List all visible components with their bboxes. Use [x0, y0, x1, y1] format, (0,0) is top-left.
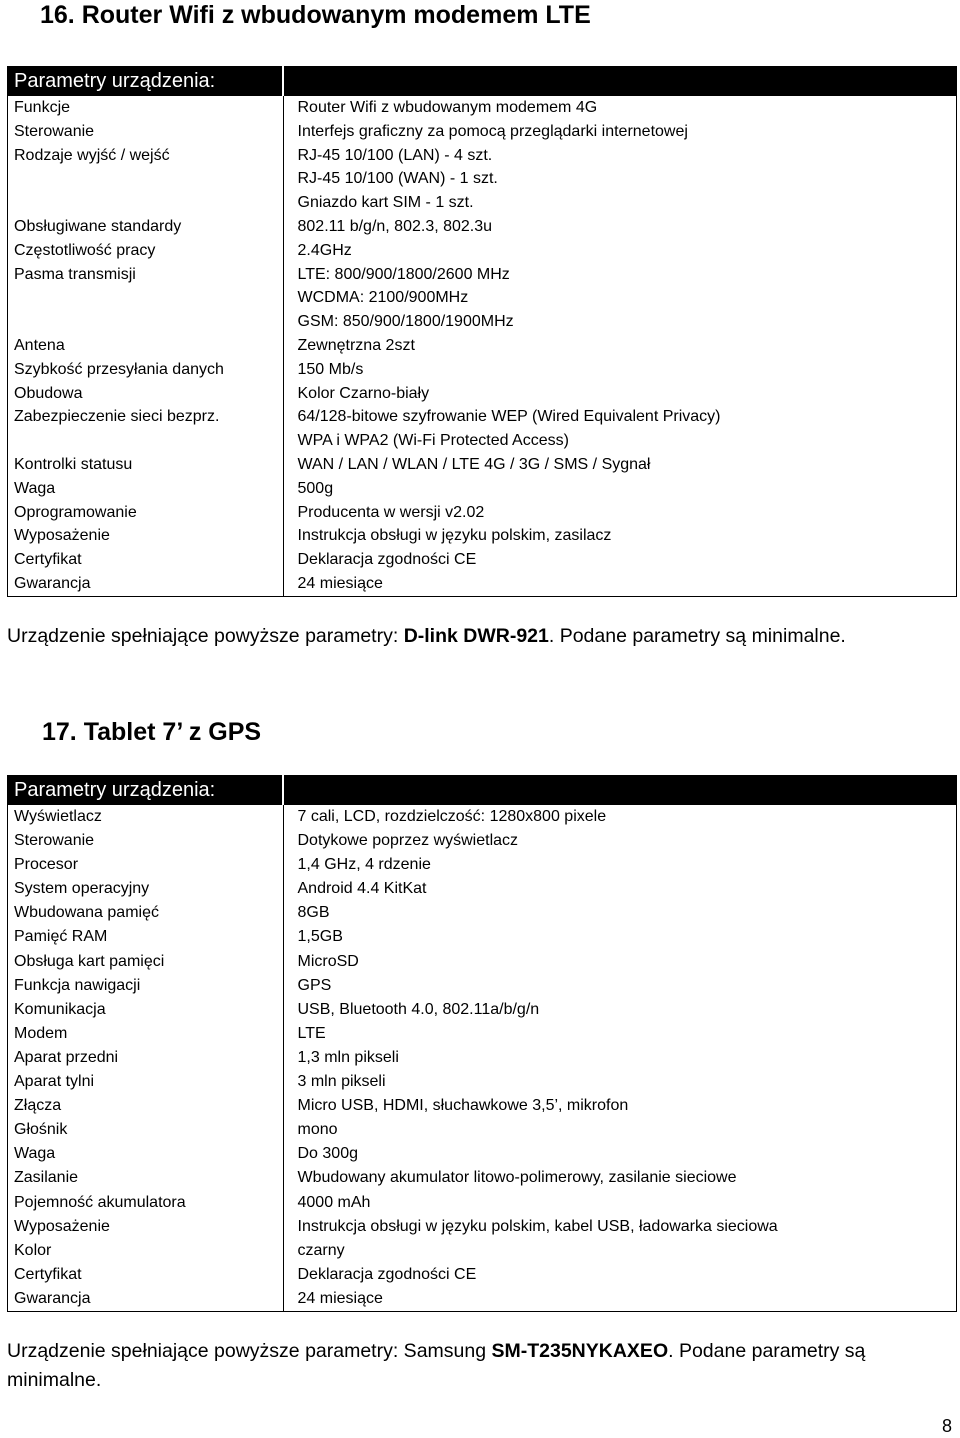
row-label: [14, 334, 283, 358]
row-label-text: Częstotliwość pracy: [14, 241, 156, 259]
row-label: [14, 877, 283, 901]
row-label-spacer: [14, 286, 283, 310]
row-label-text: System operacyjny: [14, 880, 150, 898]
row-label: [14, 263, 283, 334]
note-prefix: Urządzenie spełniające powyższe parametry:: [7, 625, 404, 647]
row-label: [14, 96, 283, 120]
table-body: [8, 96, 957, 597]
row-label: [14, 477, 283, 501]
row-label-text: Aparat tylni: [14, 1073, 95, 1091]
row-value-line: WCDMA: 2100/900MHz: [297, 289, 469, 307]
table-body: [8, 805, 957, 1312]
row-label: [14, 901, 283, 925]
row-label-text: Funkcje: [14, 99, 71, 116]
row-value: [298, 1263, 957, 1287]
value-column: [283, 805, 957, 1312]
row-label: [14, 1263, 283, 1287]
note-suffix: . Podane parametry są minimalne.: [548, 625, 846, 647]
row-label-spacer: [14, 191, 283, 215]
row-label-text: Oprogramowanie: [14, 503, 137, 521]
row-label: [14, 925, 283, 949]
row-value-line: 24 miesiące: [297, 1289, 383, 1307]
row-label: [14, 501, 283, 525]
row-value: [298, 524, 957, 548]
row-value-line: WAN / LAN / WLAN / LTE 4G / 3G / SMS / Sygnał: [297, 455, 651, 473]
row-value-line: 24 miesiące: [297, 574, 383, 592]
note-suffix: . Podane parametry są minimalne.: [7, 1340, 866, 1391]
row-value-line: Router Wifi z wbudowanym modemem 4G: [297, 99, 598, 116]
row-value: [298, 1215, 957, 1239]
row-label-text: Kolor: [14, 1241, 52, 1259]
row-value-line: mono: [297, 1121, 338, 1139]
row-label: [14, 1239, 283, 1263]
row-value: [298, 901, 957, 925]
row-label-text: Pamięć RAM: [14, 928, 108, 946]
row-label-text: Głośnik: [14, 1121, 68, 1139]
row-label-text: Wyświetlacz: [14, 808, 102, 825]
row-value: [298, 998, 957, 1022]
row-value: [298, 453, 957, 477]
row-value: [298, 925, 957, 949]
row-value-line: USB, Bluetooth 4.0, 802.11a/b/g/n: [297, 1000, 540, 1018]
row-label-text: Obsługa kart pamięci: [14, 952, 165, 970]
row-value-line: Producenta w wersji v2.02: [297, 503, 485, 521]
row-value: [298, 1287, 957, 1311]
row-label: [14, 1046, 283, 1070]
row-value-line: RJ-45 10/100 (LAN) - 4 szt.: [297, 146, 493, 164]
row-value-line: Interfejs graficzny za pomocą przeglądarki internetowej: [297, 122, 688, 140]
value-column: [283, 96, 957, 597]
row-value-line: GSM: 850/900/1800/1900MHz: [297, 313, 514, 331]
row-label: [14, 1094, 283, 1118]
row-label-text: Komunikacja: [14, 1000, 106, 1018]
table-header-empty: [283, 67, 957, 96]
note-prefix: Urządzenie spełniające powyższe parametry: Samsung: [7, 1340, 492, 1362]
row-value-line: 1,3 mln pikseli: [297, 1048, 399, 1066]
row-label: [14, 1287, 283, 1311]
row-label-text: Modem: [14, 1024, 68, 1042]
page-number: 8: [941, 1416, 952, 1436]
row-value: [298, 974, 957, 998]
row-label: [14, 215, 283, 239]
row-label-spacer: [14, 429, 283, 453]
row-label: [14, 805, 283, 829]
row-label: [14, 1191, 283, 1215]
row-label: [14, 120, 283, 144]
row-label-text: Wyposażenie: [14, 1217, 110, 1235]
section-17-heading: [42, 717, 261, 747]
row-label-text: Sterowanie: [14, 122, 95, 140]
row-label: [14, 998, 283, 1022]
row-value: [298, 1166, 957, 1190]
row-value-line: Zewnętrzna 2szt: [297, 336, 415, 354]
row-label: [14, 1022, 283, 1046]
row-label-text: Zabezpieczenie sieci bezprz.: [14, 408, 220, 426]
row-value-line: Instrukcja obsługi w języku polskim, kabel USB, ładowarka sieciowa: [297, 1217, 778, 1235]
row-value-line: 150 Mb/s: [297, 360, 364, 378]
row-label-text: Gwarancja: [14, 1289, 91, 1307]
row-label-spacer: [14, 310, 283, 334]
row-value-line: 3 mln pikseli: [297, 1073, 386, 1091]
row-value: [298, 877, 957, 901]
row-value-line: GPS: [297, 976, 332, 994]
section-17-title: Tablet 7’ z GPS: [83, 718, 262, 746]
row-label: [14, 1118, 283, 1142]
row-value: [298, 1191, 957, 1215]
row-label: [14, 1166, 283, 1190]
row-value-line: Micro USB, HDMI, słuchawkowe 3,5’, mikrofon: [297, 1097, 629, 1115]
label-column: [8, 805, 284, 1312]
row-value: [298, 853, 957, 877]
row-label: [14, 1070, 283, 1094]
row-label-text: Sterowanie: [14, 832, 95, 850]
row-label: [14, 144, 283, 215]
row-label-text: Rodzaje wyjść / wejść: [14, 146, 170, 164]
row-label-text: Waga: [14, 1145, 56, 1163]
row-label: [14, 1142, 283, 1166]
row-label-text: Szybkość przesyłania danych: [14, 360, 224, 378]
section-17-note: [7, 1337, 947, 1395]
row-label: [14, 524, 283, 548]
row-value-line: Wbudowany akumulator litowo-polimerowy, zasilanie sieciowe: [297, 1169, 737, 1187]
row-label: [14, 405, 283, 453]
row-label-spacer: [14, 167, 283, 191]
row-value-line: Dotykowe poprzez wyświetlacz: [297, 832, 519, 850]
row-label: [14, 382, 283, 406]
table-header-row: [8, 776, 957, 805]
row-label: [14, 853, 283, 877]
row-value: [298, 829, 957, 853]
row-value: [298, 334, 957, 358]
row-value-line: 500g: [297, 479, 334, 497]
row-value: [298, 477, 957, 501]
router-spec-table: [7, 66, 957, 597]
row-value-line: LTE: [297, 1024, 326, 1042]
row-value-line: czarny: [297, 1241, 345, 1259]
row-value-line: Deklaracja zgodności CE: [297, 551, 477, 569]
row-value: [298, 382, 957, 406]
row-label: [14, 950, 283, 974]
row-label-text: Złącza: [14, 1097, 62, 1115]
row-label-text: Obsługiwane standardy: [14, 217, 182, 235]
row-label-text: Antena: [14, 336, 65, 354]
note-model: D-link DWR-921: [403, 625, 549, 647]
row-value: [298, 120, 957, 144]
row-value-line: 2.4GHz: [297, 241, 352, 259]
row-label: [14, 239, 283, 263]
row-value: [298, 1118, 957, 1142]
row-label-text: Obudowa: [14, 384, 83, 402]
row-value-line: Kolor Czarno-biały: [297, 384, 430, 402]
row-label: [14, 974, 283, 998]
row-value-line: LTE: 800/900/1800/2600 MHz: [297, 265, 510, 283]
row-label: [14, 829, 283, 853]
row-value: [298, 263, 957, 334]
row-value: [298, 572, 957, 596]
row-label: [14, 453, 283, 477]
row-value: [298, 405, 957, 453]
row-label: [14, 1215, 283, 1239]
row-label-text: Certyfikat: [14, 1265, 82, 1283]
row-value-line: RJ-45 10/100 (WAN) - 1 szt.: [297, 170, 498, 188]
row-value-line: 8GB: [297, 904, 330, 922]
row-value: [298, 548, 957, 572]
tablet-spec-table: [7, 775, 957, 1312]
row-value-line: 4000 mAh: [297, 1193, 371, 1211]
row-label: [14, 358, 283, 382]
row-label-text: Aparat przedni: [14, 1048, 119, 1066]
table-header-label: Parametry urządzenia:: [8, 67, 284, 96]
label-column: [8, 96, 284, 597]
row-value-line: Gniazdo kart SIM - 1 szt.: [297, 194, 474, 212]
row-label-text: Pasma transmisji: [14, 265, 136, 283]
row-value: [298, 144, 957, 215]
row-label-text: Gwarancja: [14, 574, 91, 592]
row-value: [298, 358, 957, 382]
row-label-text: Wbudowana pamięć: [14, 904, 159, 922]
row-value-line: Instrukcja obsługi w języku polskim, zasilacz: [297, 527, 612, 545]
row-value-line: MicroSD: [297, 952, 359, 970]
row-value: [298, 1070, 957, 1094]
row-value: [298, 1022, 957, 1046]
row-label-text: Waga: [14, 479, 56, 497]
note-model: SM-T235NYKAXEO: [491, 1340, 669, 1362]
row-label-text: Funkcja nawigacji: [14, 976, 141, 994]
row-value-line: WPA i WPA2 (Wi-Fi Protected Access): [297, 432, 569, 450]
row-value: [298, 805, 957, 829]
row-label-text: Pojemność akumulatora: [14, 1193, 186, 1211]
row-value: [298, 1094, 957, 1118]
row-value: [298, 239, 957, 263]
row-value-line: 802.11 b/g/n, 802.3, 802.3u: [297, 217, 493, 235]
row-value-line: 1,5GB: [297, 928, 343, 946]
row-label-text: Zasilanie: [14, 1169, 79, 1187]
row-label-text: Wyposażenie: [14, 527, 110, 545]
table-header-label: Parametry urządzenia:: [8, 776, 284, 805]
section-17-number: 17.: [42, 718, 77, 746]
row-value-line: Do 300g: [297, 1145, 358, 1163]
row-value: [298, 96, 957, 120]
row-value: [298, 215, 957, 239]
section-16-note: [7, 622, 947, 651]
row-label-text: Kontrolki statusu: [14, 455, 133, 473]
section-16-heading: 16. Router Wifi z wbudowanym modemem LTE: [40, 1, 591, 29]
row-label-text: Procesor: [14, 856, 79, 874]
row-label: [14, 548, 283, 572]
row-value: [298, 1046, 957, 1070]
row-value: [298, 1239, 957, 1263]
row-label-text: Certyfikat: [14, 551, 82, 569]
row-value: [298, 501, 957, 525]
row-value: [298, 1142, 957, 1166]
row-label: [14, 572, 283, 596]
row-value-line: Deklaracja zgodności CE: [297, 1265, 477, 1283]
row-value: [298, 950, 957, 974]
row-value-line: 7 cali, LCD, rozdzielczość: 1280x800 pixele: [297, 808, 607, 825]
table-header-empty: [283, 776, 957, 805]
table-header-row: [8, 67, 957, 96]
row-value-line: Android 4.4 KitKat: [297, 880, 427, 898]
row-value-line: 64/128-bitowe szyfrowanie WEP (Wired Equivalent Privacy): [297, 408, 721, 426]
row-value-line: 1,4 GHz, 4 rdzenie: [297, 856, 431, 874]
